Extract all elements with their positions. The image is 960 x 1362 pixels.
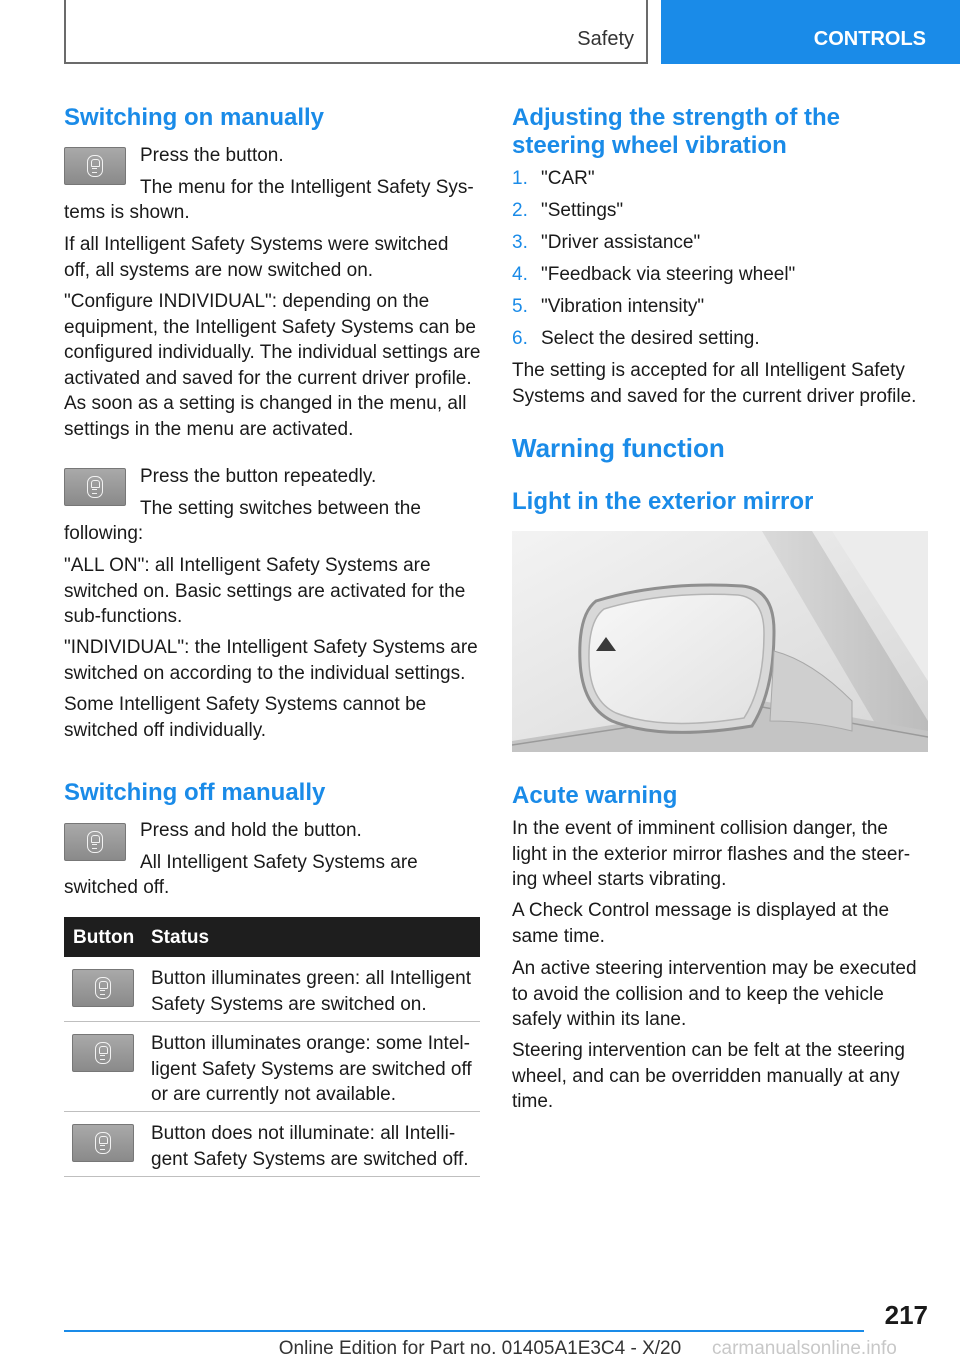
configure-individual-text: "Configure INDIVIDUAL": depending on the equipment, the Intelligent Safety Systems can be configured individually. The individual settings are activated and saved for the current driver profile. As soon as a setting is changed in the menu, all settings in the menu are activated.: [64, 291, 481, 440]
off-step-press: Press and hold the button.: [140, 820, 362, 841]
repeat-step-press: Press the button repeatedly.: [140, 466, 377, 487]
safety-button-icon: [87, 155, 103, 177]
table-cell-status: Button does not illuminate: all Intelli-gent Safety Systems are switched off.: [151, 1123, 469, 1170]
header-chapter-tab: [661, 0, 960, 64]
cannot-switch-off-text: Some Intelligent Safety Systems cannot be switched off individually.: [64, 694, 427, 741]
step-number: 6.: [512, 328, 528, 349]
page-number: 217: [884, 1300, 928, 1330]
on-menu-shown-line2: tems is shown.: [64, 202, 190, 223]
all-on-text: "ALL ON": all Intelligent Safety Systems are switched on. Basic settings are activated for the sub-functions.: [64, 555, 466, 627]
header-section-title: Safety: [577, 28, 634, 50]
step-number: 3.: [512, 232, 528, 253]
safety-button-icon: [95, 977, 111, 999]
heading-switching-off: Switching off manually: [64, 779, 326, 806]
table-cell-status: Button illuminates orange: some Intel-ligent Safety Systems are switched off or are currently not available.: [151, 1033, 472, 1105]
safety-button-icon: [95, 1042, 111, 1064]
safety-button-image: [64, 468, 126, 506]
table-row: [64, 957, 480, 1022]
header-section-box: [64, 0, 648, 64]
on-menu-shown-line1: The menu for the Intelligent Safety Sys-: [140, 177, 474, 198]
repeat-switches-line2: following:: [64, 523, 144, 544]
step-number: 2.: [512, 200, 528, 221]
footer-edition: Online Edition for Part no. 01405A1E3C4 - X/20: [278, 1338, 682, 1359]
safety-button-image: [64, 823, 126, 861]
override-text: Steering intervention can be felt at the steering wheel, and can be overridden manually at any time.: [512, 1040, 905, 1112]
table-row: [64, 1112, 480, 1177]
heading-switching-on: Switching on manually: [64, 104, 325, 131]
acute-warning-text: In the event of imminent collision danger, the light in the exterior mirror flashes and the steer-ing wheel starts vibrating.: [512, 818, 911, 890]
safety-button-image: [72, 1124, 134, 1162]
off-result-line2: switched off.: [64, 877, 170, 898]
on-step-press: Press the button.: [140, 145, 284, 166]
step-text: "Feedback via steering wheel": [541, 264, 796, 285]
heading-adjust-vibration: Adjusting the strength of the steering wheel vibration: [512, 104, 840, 159]
table-row: [64, 1022, 480, 1112]
watermark: carmanualsonline.info: [712, 1338, 897, 1359]
button-status-table: [64, 917, 480, 1177]
table-cell-status: Button illuminates green: all Intelligent Safety Systems are switched on.: [151, 968, 472, 1015]
table-header-status: Status: [151, 927, 210, 948]
header-chapter-title: CONTROLS: [813, 28, 926, 50]
off-result-line1: All Intelligent Safety Systems are: [140, 852, 418, 873]
step-text: "CAR": [541, 168, 595, 189]
footer-divider: [64, 1330, 864, 1332]
safety-button-image: [72, 1034, 134, 1072]
step-number: 5.: [512, 296, 528, 317]
step-number: 1.: [512, 168, 528, 189]
safety-button-icon: [87, 831, 103, 853]
step-text: "Vibration intensity": [541, 296, 705, 317]
heading-warning-function: Warning function: [512, 433, 725, 463]
step-text: "Settings": [541, 200, 624, 221]
table-header: [64, 917, 480, 957]
table-header-button: Button: [73, 927, 135, 948]
safety-button-image: [64, 147, 126, 185]
adjust-accepted-text: The setting is accepted for all Intelligent Safety Systems and saved for the current driver profile.: [512, 360, 917, 407]
check-control-text: A Check Control message is displayed at the same time.: [512, 900, 890, 947]
safety-button-icon: [87, 476, 103, 498]
step-text: "Driver assistance": [541, 232, 701, 253]
individual-text: "INDIVIDUAL": the Intelligent Safety Systems are switched on according to the individual settings.: [64, 637, 478, 684]
repeat-switches-line1: The setting switches between the: [140, 498, 421, 519]
safety-button-icon: [95, 1132, 111, 1154]
safety-button-image: [72, 969, 134, 1007]
heading-light-mirror: Light in the exterior mirror: [512, 488, 814, 515]
exterior-mirror-illustration: [512, 531, 928, 752]
heading-acute-warning: Acute warning: [512, 782, 678, 809]
on-all-switched-text: If all Intelligent Safety Systems were switched off, all systems are now switched on.: [64, 234, 449, 281]
step-text: Select the desired setting.: [541, 328, 760, 349]
step-number: 4.: [512, 264, 528, 285]
steering-intervention-text: An active steering intervention may be executed to avoid the collision and to keep the vehicle safely within its lane.: [512, 958, 917, 1030]
